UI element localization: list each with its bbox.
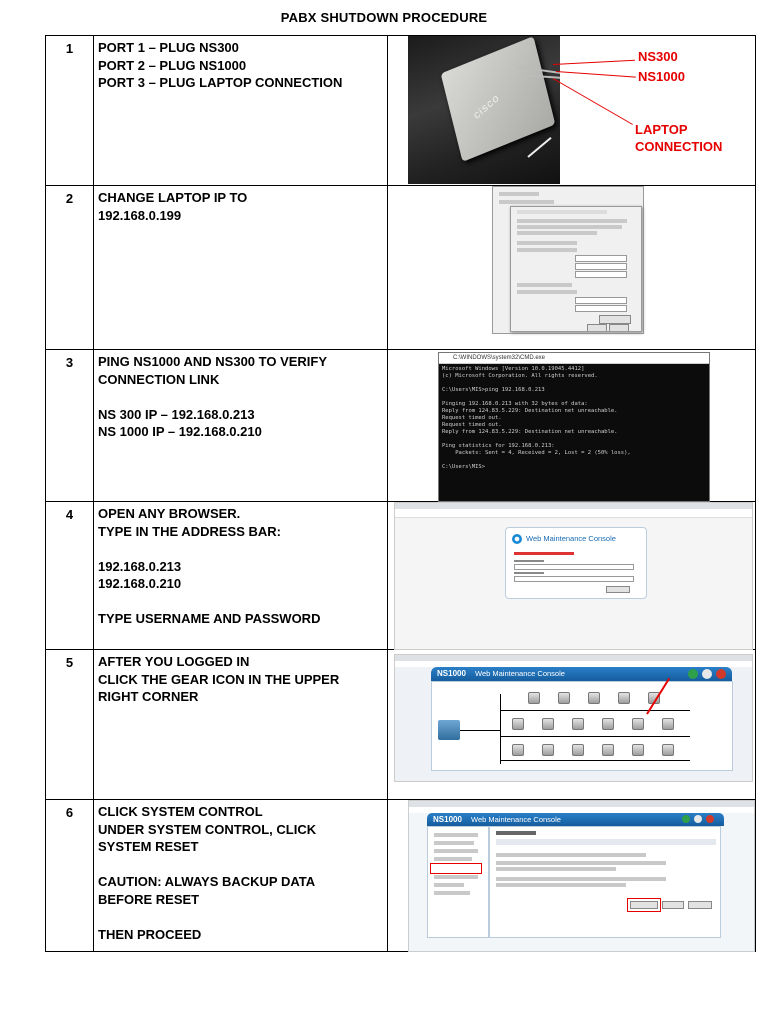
- pabx-photo: [408, 36, 560, 184]
- login-button[interactable]: [606, 586, 630, 593]
- terminal-icon: [632, 718, 644, 730]
- step-image-cell: [388, 350, 756, 502]
- step-line: THEN PROCEED: [98, 926, 202, 942]
- terminal-icon: [618, 692, 630, 704]
- password-field[interactable]: [514, 576, 634, 582]
- step-text: [94, 800, 388, 952]
- terminal-icon: [632, 744, 644, 756]
- terminal-icon: [542, 718, 554, 730]
- terminal-icon: [528, 692, 540, 704]
- dns-alternate-field[interactable]: [575, 305, 627, 312]
- step-line: AFTER YOU LOGGED IN: [98, 654, 250, 669]
- step-line: NS 300 IP – 192.168.0.213: [98, 406, 255, 422]
- pbx-server-icon: [438, 720, 460, 740]
- pabx-device: [441, 36, 556, 162]
- step-text: [94, 350, 388, 502]
- step-number: 3: [46, 350, 94, 502]
- console-header: [427, 813, 724, 826]
- step-line: RIGHT CORNER: [98, 689, 199, 704]
- console-name: Web Maintenance Console: [471, 815, 561, 824]
- callout-line: [553, 78, 633, 125]
- step-row-1: [46, 36, 756, 186]
- gear-icon[interactable]: [694, 815, 702, 823]
- menu-item-system-control[interactable]: [434, 857, 472, 861]
- step-number: 5: [46, 650, 94, 800]
- ns1000-label: NS1000: [638, 69, 685, 84]
- step-line: PORT 1 – PLUG NS300: [98, 40, 239, 55]
- dns-preferred-field[interactable]: [575, 297, 627, 304]
- step-line: CHANGE LAPTOP IP TO: [98, 190, 248, 205]
- step-text: [94, 650, 388, 800]
- step-line: BEFORE RESET: [98, 891, 200, 907]
- console-logo-icon: [512, 534, 522, 544]
- step-image-cell: [388, 186, 756, 350]
- home-icon[interactable]: [688, 669, 698, 679]
- ok-button[interactable]: [662, 901, 684, 909]
- step-text: [94, 502, 388, 650]
- cisco-logo: cisco: [471, 91, 502, 122]
- step-text: [94, 36, 388, 186]
- menu-item[interactable]: [434, 891, 470, 895]
- laptop-label-line2: CONNECTION: [635, 139, 723, 154]
- procedure-table: [45, 35, 756, 952]
- step-line: PORT 2 – PLUG NS1000: [98, 57, 247, 73]
- network-map-panel: [431, 681, 733, 771]
- console-name: Web Maintenance Console: [526, 534, 616, 543]
- cmd-output: Microsoft Windows [Version 10.0.19045.4412] (c) Microsoft Corporation. All rights reserved. C:\Users\MIS>ping 192.168.0.213 Pinging 192.168.0.213 with 32 bytes of data: Reply from 124.83.5.229: Destination net unreachable. Request timed out. Request timed out. Reply from 124.83.5.229: Destination net unreachable. Ping statistics for 192.168.0.213: Packets: Sent = 4, Received = 2, Lost = 2 (50% loss), C:\Users\MIS>: [439, 364, 709, 501]
- advanced-button[interactable]: [599, 315, 631, 324]
- terminal-icon: [602, 718, 614, 730]
- step-row-6: [46, 800, 756, 952]
- terminal-icon: [572, 744, 584, 756]
- system-reset-execute-button[interactable]: [630, 901, 658, 909]
- terminal-icon: [558, 692, 570, 704]
- console-header: [431, 667, 732, 681]
- terminal-icon: [512, 718, 524, 730]
- laptop-label-line1: LAPTOP: [635, 122, 688, 137]
- step-image-cell: [388, 36, 756, 186]
- menu-item[interactable]: [434, 841, 474, 845]
- system-reset-highlight: [430, 863, 482, 874]
- terminal-icon: [588, 692, 600, 704]
- step-line: 192.168.0.199: [98, 207, 182, 223]
- step-line: PING NS1000 AND NS300 TO VERIFY: [98, 354, 328, 369]
- default-gateway-field[interactable]: [575, 271, 627, 278]
- cancel-button[interactable]: [609, 324, 629, 332]
- terminal-icon: [662, 744, 674, 756]
- username-field[interactable]: [514, 564, 634, 570]
- cmd-titlebar: C:\WINDOWS\system32\CMD.exe: [439, 353, 709, 364]
- menu-item[interactable]: [434, 875, 478, 879]
- step-image-cell: [388, 650, 756, 800]
- cancel-button[interactable]: [688, 901, 712, 909]
- side-menu: [427, 826, 489, 938]
- console-name: Web Maintenance Console: [475, 669, 565, 678]
- terminal-icon: [542, 744, 554, 756]
- ipv4-properties-dialog: [510, 206, 642, 332]
- step-image-cell: [388, 800, 756, 952]
- step-line: TYPE USERNAME AND PASSWORD: [98, 611, 321, 626]
- step-line: SYSTEM RESET: [98, 839, 199, 854]
- menu-item[interactable]: [434, 849, 478, 853]
- logout-icon[interactable]: [716, 669, 726, 679]
- model-label: NS1000: [433, 815, 462, 824]
- callout-line: [556, 71, 636, 78]
- step-number: 1: [46, 36, 94, 186]
- menu-item[interactable]: [434, 833, 478, 837]
- step-line: UNDER SYSTEM CONTROL, CLICK: [98, 821, 317, 837]
- step-row-3: [46, 350, 756, 502]
- terminal-icon: [602, 744, 614, 756]
- step-line: 192.168.0.213: [98, 558, 182, 574]
- step-row-4: [46, 502, 756, 650]
- subnet-mask-field[interactable]: [575, 263, 627, 270]
- callout-line: [553, 60, 635, 65]
- step-line: CLICK THE GEAR ICON IN THE UPPER: [98, 671, 340, 687]
- console-home-screenshot: [394, 654, 753, 782]
- step-number: 2: [46, 186, 94, 350]
- step-text: [94, 186, 388, 350]
- document-title: PABX SHUTDOWN PROCEDURE: [280, 10, 488, 25]
- cmd-window: [438, 352, 710, 502]
- home-icon[interactable]: [682, 815, 690, 823]
- step-line: PORT 3 – PLUG LAPTOP CONNECTION: [98, 75, 343, 90]
- step-line: NS 1000 IP – 192.168.0.210: [98, 424, 262, 439]
- step-line: 192.168.0.210: [98, 576, 182, 591]
- terminal-icon: [512, 744, 524, 756]
- gear-icon[interactable]: [702, 669, 712, 679]
- step-image-cell: [388, 502, 756, 650]
- terminal-icon: [572, 718, 584, 730]
- logout-icon[interactable]: [706, 815, 714, 823]
- step-number: 6: [46, 800, 94, 952]
- browser-address-bar[interactable]: [395, 509, 752, 518]
- system-reset-panel: [489, 826, 721, 938]
- ns300-label: NS300: [638, 49, 678, 64]
- menu-item[interactable]: [434, 883, 464, 887]
- step-row-2: [46, 186, 756, 350]
- ip-address-field[interactable]: [575, 255, 627, 262]
- system-reset-screenshot: [408, 800, 755, 952]
- step-line: CAUTION: ALWAYS BACKUP DATA: [98, 874, 316, 889]
- browser-login-screenshot: [394, 502, 753, 650]
- step-line: CLICK SYSTEM CONTROL: [98, 804, 263, 819]
- model-label: NS1000: [437, 669, 466, 678]
- login-panel: [505, 527, 647, 599]
- step-line: TYPE IN THE ADDRESS BAR:: [98, 523, 281, 539]
- terminal-icon: [662, 718, 674, 730]
- ok-button[interactable]: [587, 324, 607, 332]
- step-line: CONNECTION LINK: [98, 371, 220, 387]
- step-number: 4: [46, 502, 94, 650]
- step-row-5: [46, 650, 756, 800]
- network-cable: [527, 137, 551, 158]
- step-line: OPEN ANY BROWSER.: [98, 506, 241, 521]
